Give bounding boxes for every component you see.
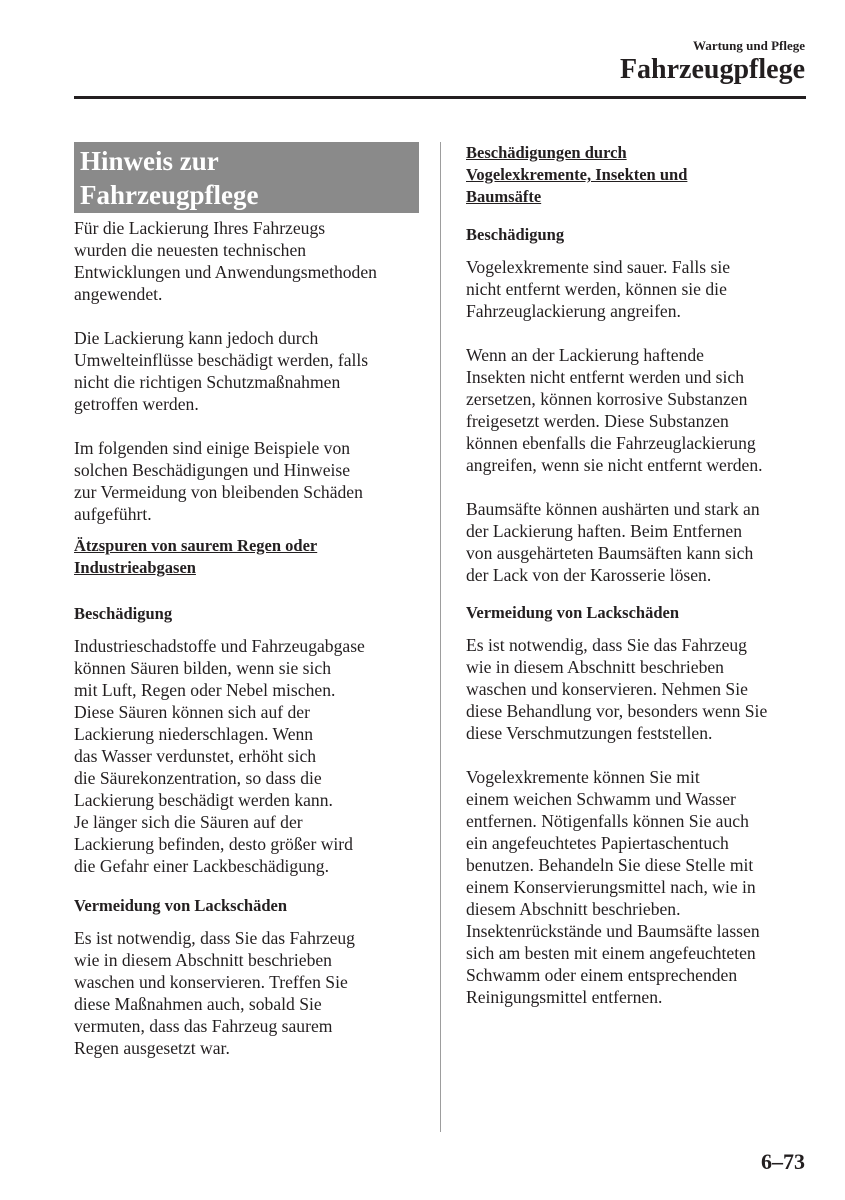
damage-paragraph: Wenn an der Lackierung haftende Insekten nicht entfernt werden und sich zersetzen, können korrosive Substanzen freigesetzt werden. Diese Substanzen können ebenfalls die Fahrzeuglackierung angreifen, wenn sie nicht entfernt werden. [466, 345, 763, 475]
right-column [466, 142, 806, 1030]
prevention-paragraph: Es ist notwendig, dass Sie das Fahrzeug wie in diesem Abschnitt beschrieben waschen und konservieren. Nehmen Sie diese Behandlung vor, besonders wenn Sie diese Verschmutzungen feststellen. [466, 635, 768, 743]
subsection-title-bird-insects: Beschädigungen durch Vogelexkremente, Insekten und Baumsäfte [466, 143, 688, 206]
subsection-title-acid-rain: Ätzspuren von saurem Regen oder Industrieabgasen [74, 536, 318, 577]
running-header-chapter: Wartung und Pflege [693, 38, 805, 53]
damage-paragraph: Baumsäfte können aushärten und stark an der Lackierung haften. Beim Entfernen von ausgehärteten Baumsäften kann sich der Lack von der Karosserie lösen. [466, 499, 760, 585]
header-rule [74, 96, 806, 99]
prevention-paragraph: Vogelexkremente können Sie mit einem weichen Schwamm und Wasser entfernen. Nötigenfalls können Sie auch ein angefeuchtetes Papiertaschentuch benutzen. Behandeln Sie diese Stelle mit einem Konservierungsmittel nach, wie in diesem Abschnitt beschrieben. Insektenrückstände und Baumsäfte lassen sich am besten mit einem angefeuchteten Schwamm oder einem entsprechenden Reinigungsmittel entfernen. [466, 767, 760, 1007]
damage-heading: Beschädigung [466, 225, 565, 244]
damage-heading: Beschädigung [74, 604, 173, 623]
prevention-heading: Vermeidung von Lackschäden [466, 603, 680, 622]
prevention-heading: Vermeidung von Lackschäden [74, 896, 288, 915]
intro-paragraph: Für die Lackierung Ihres Fahrzeugs wurden die neuesten technischen Entwicklungen und Anwendungsmethoden angewendet. [74, 218, 377, 304]
left-column [74, 142, 419, 1081]
damage-paragraph: Industrieschadstoffe und Fahrzeugabgase können Säuren bilden, wenn sie sich mit Luft, Regen oder Nebel mischen. Diese Säuren können sich auf der Lackierung niederschlagen. Wenn das Wasser verdunstet, erhöht sich die Säurekonzentration, so dass die Lackierung beschädigt werden kann. Je länger sich die Säuren auf der Lackierung befinden, desto größer wird die Gefahr einer Lackbeschädigung. [74, 636, 365, 876]
prevention-paragraph: Es ist notwendig, dass Sie das Fahrzeug wie in diesem Abschnitt beschrieben waschen und konservieren. Treffen Sie diese Maßnahmen auch, sobald Sie vermuten, dass das Fahrzeug saurem Regen ausgesetzt war. [74, 928, 355, 1058]
intro-paragraph: Im folgenden sind einige Beispiele von solchen Beschädigungen und Hinweise zur Vermeidung von bleibenden Schäden aufgeführt. [74, 438, 363, 524]
running-header-section: Fahrzeugpflege [619, 54, 805, 85]
page-number: 6–73 [761, 1149, 805, 1174]
column-divider [440, 142, 441, 1132]
intro-paragraph: Die Lackierung kann jedoch durch Umwelteinflüsse beschädigt werden, falls nicht die richtigen Schutzmaßnahmen getroffen werden. [74, 328, 369, 414]
damage-paragraph: Vogelexkremente sind sauer. Falls sie nicht entfernt werden, können sie die Fahrzeuglackierung angreifen. [466, 257, 731, 321]
section-title-box: Hinweis zur Fahrzeugpflege [74, 142, 419, 213]
